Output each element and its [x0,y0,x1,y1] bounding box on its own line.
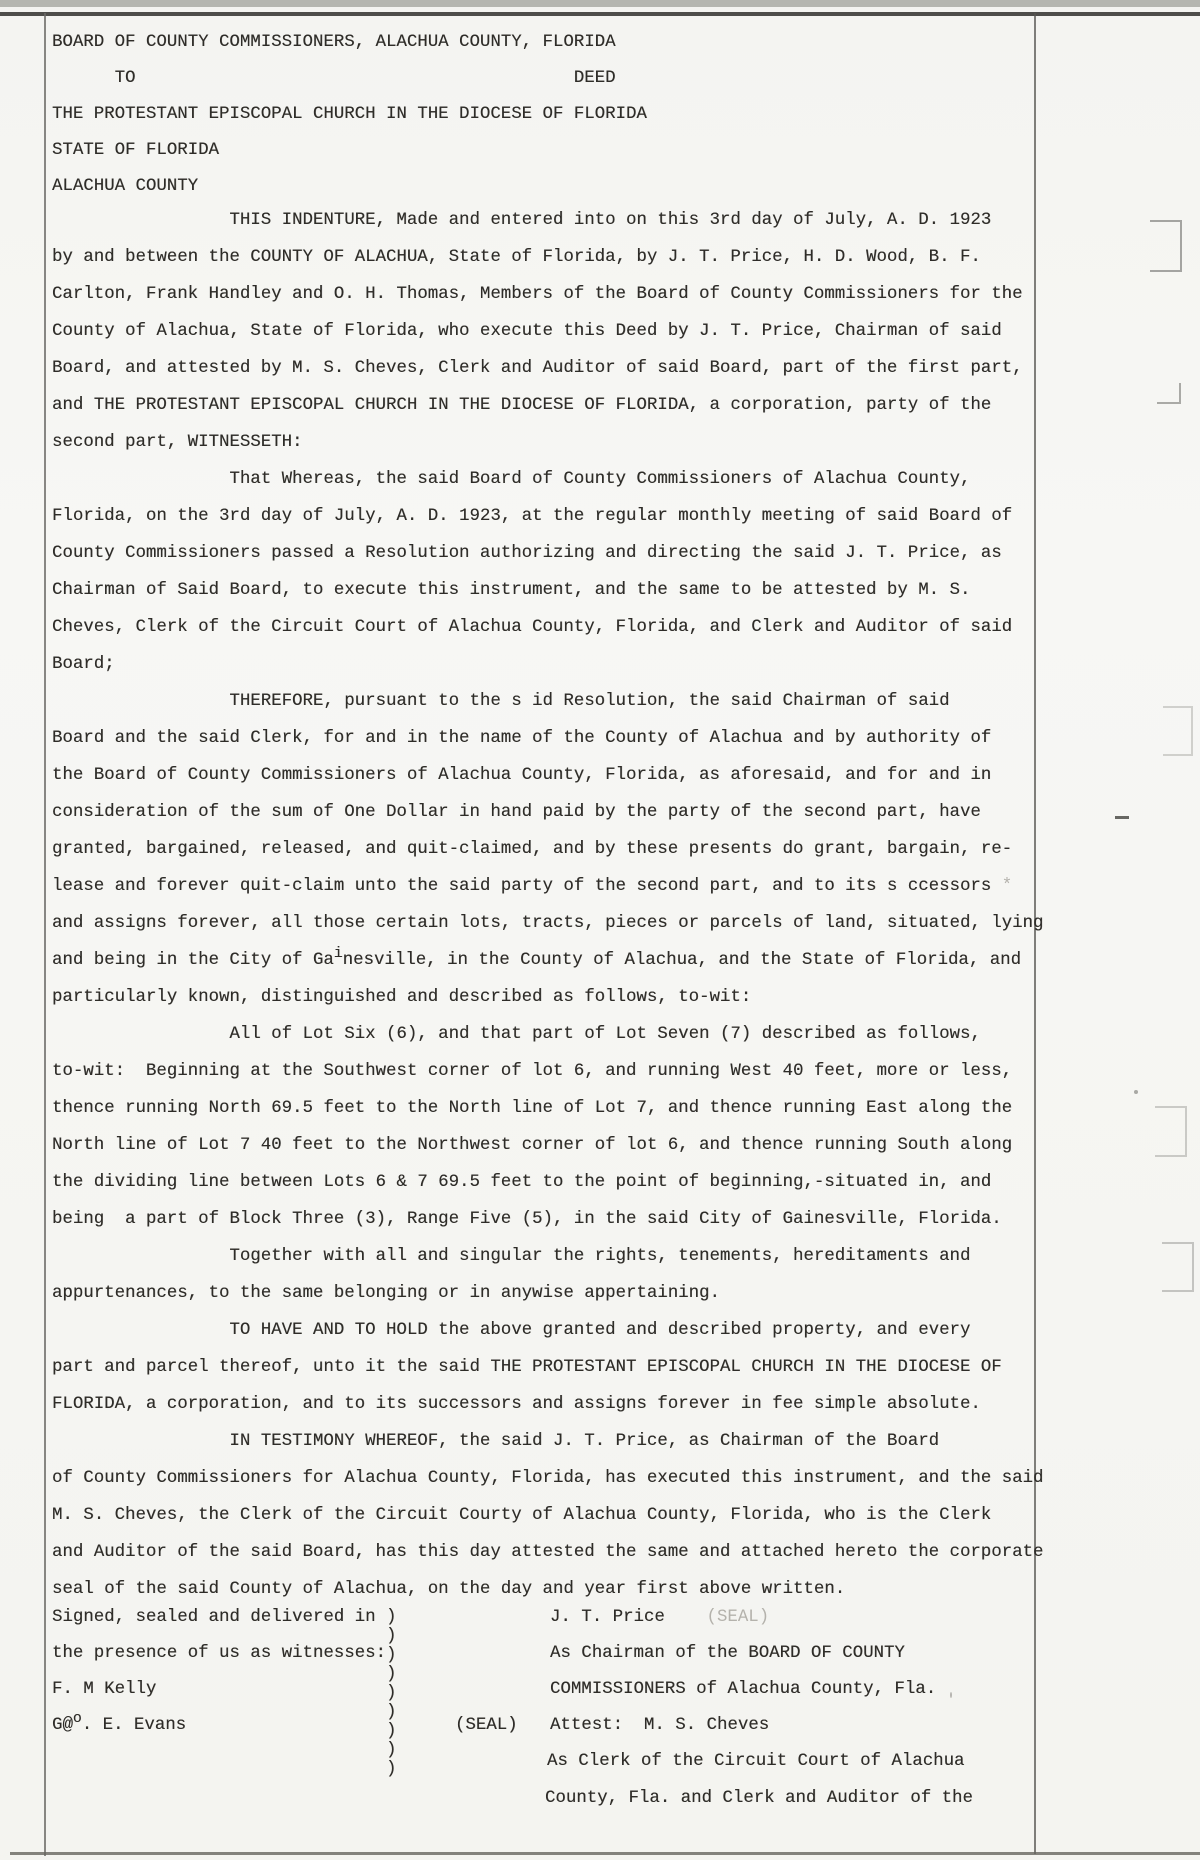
text-run: . E. Evans [81,1716,187,1735]
margin-pencil-mark [1157,383,1181,404]
page-rule-left [44,13,46,1856]
text-run: (SEAL) [706,1608,770,1627]
text-run: consideration of the sum of One Dollar in hand paid by the party of the second part, have [52,803,981,822]
typewritten-line [52,142,219,159]
typewritten-line [52,106,647,123]
typewritten-line [52,619,1012,636]
typewritten-line [52,1100,1012,1117]
text-run: THE PROTESTANT EPISCOPAL CHURCH IN THE DIOCESE OF FLORIDA [52,105,647,124]
typewritten-line [386,1609,396,1626]
typewritten-line [52,1174,991,1191]
typewritten-line [52,767,991,784]
text-run: being a part of Block Three (3), Range Five (5), in the said City of Gainesville, Florida. [52,1210,1002,1229]
typewritten-line [52,178,198,195]
text-run: IN TESTIMONY WHEREOF, the said J. T. Price, as Chairman of the Board [52,1432,940,1451]
typewritten-line [52,249,981,266]
typewritten-line [52,323,1002,340]
typewritten-line [52,1211,1002,1228]
typewritten-line [52,1681,156,1698]
typewritten-line [386,1685,396,1702]
text-run: Board and the said Clerk, for and in the name of the County of Alachua and by authority of [52,729,992,748]
text-run: ) [386,1684,397,1703]
typewritten-line [386,1628,396,1645]
typewritten-line [52,1285,720,1302]
typewritten-line [52,1248,970,1265]
text-run: by and between the COUNTY OF ALACHUA, State of Florida, by J. T. Price, H. D. Wood, B. F. [52,248,981,267]
text-run: TO HAVE AND TO HOLD the above granted and described property, and every [52,1321,971,1340]
text-run: lease and forever quit-claim unto the said party of the second part, and to its s ccessors [52,877,1002,896]
text-run: nesville, in the County of Alachua, and the State of Florida, and [342,951,1022,970]
text-run: Carlton, Frank Handley and O. H. Thomas, Members of the Board of County Commissioners for the [52,285,1023,304]
inserted-character: o [72,1711,82,1727]
typewritten-line [547,1753,964,1770]
typewritten-line [52,946,1022,970]
text-run: That Whereas, the said Board of County Commissioners of Alachua County, [52,470,971,489]
typewritten-line [550,1645,905,1662]
inserted-character: i [333,946,343,962]
margin-pencil-mark [950,1692,952,1698]
typewritten-line [550,1681,936,1698]
typewritten-line [52,1544,1043,1561]
typewritten-line [52,693,950,710]
text-run: Together with all and singular the rights, tenements, hereditaments and [52,1247,971,1266]
text-run: County Commissioners passed a Resolution authorizing and directing the said J. T. Price, as [52,544,1002,563]
text-run: the Board of County Commissioners of Alachua County, Florida, as aforesaid, and for and in [52,766,992,785]
text-run: Chairman of Said Board, to execute this instrument, and the same to be attested by M. S. [52,581,971,600]
typewritten-line [52,1711,187,1735]
typewritten-line [386,1647,396,1664]
text-run: ) [386,1665,397,1684]
text-run: (SEAL) [455,1716,518,1735]
typewritten-line [52,989,751,1006]
typewritten-line [52,656,115,673]
text-run: ) [386,1741,397,1760]
text-run: County of Alachua, State of Florida, who execute this Deed by J. T. Price, Chairman of said [52,322,1002,341]
text-run: J. T. Price [550,1608,707,1627]
text-run: Cheves, Clerk of the Circuit Court of Alachua County, Florida, and Clerk and Auditor of said [52,618,1013,637]
text-run: As Clerk of the Circuit Court of Alachua [547,1752,965,1771]
margin-pencil-mark [1162,1242,1194,1292]
typewritten-line [52,212,991,229]
text-run: Attest: M. S. Cheves [550,1716,770,1735]
typewritten-line [52,360,1023,377]
typewritten-line [52,286,1023,303]
typewritten-line [52,1063,1012,1080]
text-run: * [1001,877,1013,896]
typewritten-line [386,1704,396,1721]
text-run: particularly known, distinguished and described as follows, to-wit: [52,988,752,1007]
text-run: ) [386,1646,397,1665]
page-rule-bottom [10,1852,1200,1855]
typewritten-line [52,1359,1002,1376]
text-run: appurtenances, to the same belonging or in anywise appertaining. [52,1284,720,1303]
text-run: ) [386,1627,397,1646]
text-run: North line of Lot 7 40 feet to the Northwest corner of lot 6, and thence running South along [52,1136,1013,1155]
text-run: STATE OF FLORIDA [52,141,219,160]
text-run: G [52,1716,63,1735]
text-run: Florida, on the 3rd day of July, A. D. 1923, at the regular monthly meeting of said Board of [52,507,1013,526]
margin-pencil-mark [1163,706,1193,756]
typewritten-line [52,508,1012,525]
typewritten-line [52,915,1043,932]
typewritten-line [52,1026,981,1043]
text-run: Board; [52,655,115,674]
text-run: part and parcel thereof, unto it the said THE PROTESTANT EPISCOPAL CHURCH IN THE DIOCESE OF [52,1358,1002,1377]
text-run: F. M Kelly [52,1680,157,1699]
text-run: THIS INDENTURE, Made and entered into on this 3rd day of July, A. D. 1923 [52,211,992,230]
text-run: of County Commissioners for Alachua County, Florida, has executed this instrument, and the said [52,1469,1044,1488]
typewritten-line [52,471,970,488]
text-run: All of Lot Six (6), and that part of Lot Seven (7) described as follows, [52,1025,981,1044]
margin-pencil-mark [1150,220,1182,272]
typewritten-line [52,1396,981,1413]
typewritten-line [52,1470,1043,1487]
text-run: second part, WITNESSETH: [52,433,303,452]
typewritten-line [52,804,981,821]
typewritten-line [455,1717,518,1734]
typewritten-line [52,70,616,87]
typewritten-line [386,1666,396,1683]
text-run: ) [386,1703,397,1722]
typewritten-line [52,841,1012,858]
text-run: the dividing line between Lots 6 & 7 69.5 feet to the point of beginning,-situated in, and [52,1173,992,1192]
text-run: to-wit: Beginning at the Southwest corner of lot 6, and running West 40 feet, more or less, [52,1062,1013,1081]
typewritten-line [550,1609,769,1626]
margin-pencil-mark [1115,816,1129,819]
text-run: thence running North 69.5 feet to the North line of Lot 7, and thence running East along the [52,1099,1013,1118]
text-run: seal of the said County of Alachua, on the day and year first above written. [52,1580,846,1599]
text-run: Board, and attested by M. S. Cheves, Clerk and Auditor of said Board, part of the first part, [52,359,1023,378]
text-run: ) [386,1722,397,1741]
text-run: and THE PROTESTANT EPISCOPAL CHURCH IN THE DIOCESE OF FLORIDA, a corporation, party of the [52,396,992,415]
text-run: ) [386,1608,397,1627]
text-run: BOARD OF COUNTY COMMISSIONERS, ALACHUA COUNTY, FLORIDA [52,33,616,52]
scan-top-band [0,0,1200,7]
typewritten-line [52,1322,970,1339]
text-run: @ [62,1716,73,1735]
typewritten-line [52,1581,845,1598]
typewritten-line [52,1507,991,1524]
text-run: granted, bargained, released, and quit-claimed, and by these presents do grant, bargain, re- [52,840,1013,859]
text-run: ) [386,1760,397,1779]
text-run: ALACHUA COUNTY [52,177,199,196]
typewritten-line [52,1433,939,1450]
text-run: FLORIDA, a corporation, and to its successors and assigns forever in fee simple absolute. [52,1395,981,1414]
text-run: County, Fla. and Clerk and Auditor of the [545,1789,973,1808]
margin-pencil-mark [1134,1090,1138,1094]
text-run: Signed, sealed and delivered in [52,1608,376,1627]
typewritten-line [52,34,616,51]
text-run: As Chairman of the BOARD OF COUNTY [550,1644,905,1663]
typewritten-line [52,1137,1012,1154]
page-rule-top [0,12,1200,16]
typewritten-line [52,1645,386,1662]
typewritten-line [386,1723,396,1740]
typewritten-line [386,1742,396,1759]
text-run: and Auditor of the said Board, has this day attested the same and attached hereto the corporate [52,1543,1044,1562]
typewritten-line [52,878,1012,895]
typewritten-line [52,545,1002,562]
typewritten-line [52,1609,376,1626]
text-run: THEREFORE, pursuant to the s id Resolution, the said Chairman of said [52,692,950,711]
typewritten-line [52,397,991,414]
margin-pencil-mark [1155,1106,1187,1157]
text-run: TO DEED [52,69,616,88]
typewritten-line [545,1790,973,1807]
text-run: M. S. Cheves, the Clerk of the Circuit Courty of Alachua County, Florida, who is the Clerk [52,1506,992,1525]
text-run: the presence of us as witnesses: [52,1644,386,1663]
typewritten-line [550,1717,769,1734]
text-run: and being in the City of Ga [52,951,334,970]
page-rule-right [1034,13,1036,1854]
text-run: COMMISSIONERS of Alachua County, Fla. [550,1680,937,1699]
typewritten-line [386,1761,396,1778]
text-run: and assigns forever, all those certain lots, tracts, pieces or parcels of land, situated, lying [52,914,1044,933]
typewritten-line [52,582,970,599]
typewritten-line [52,434,302,451]
typewritten-line [52,730,991,747]
